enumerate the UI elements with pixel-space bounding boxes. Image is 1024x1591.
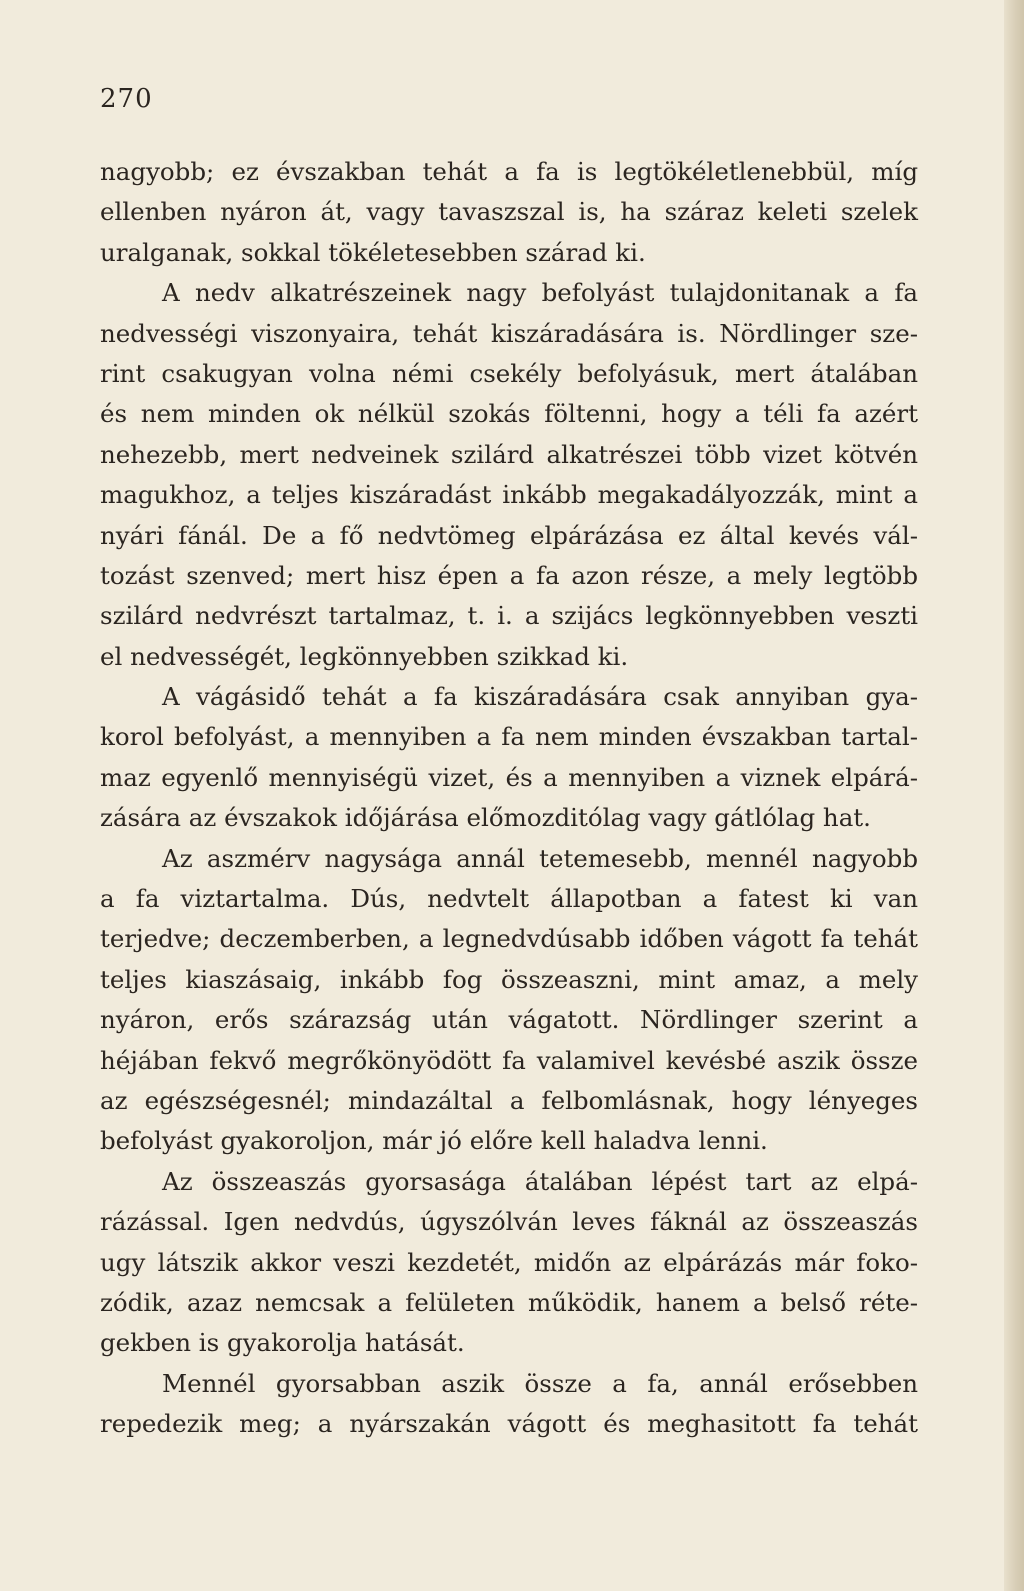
text-line: magukhoz, a teljes kiszáradást inkább megakadályozzák, mint a (100, 480, 918, 510)
text-line: Mennél gyorsabban aszik össze a fa, annál erősebben (162, 1368, 918, 1398)
text-line: repedezik meg; a nyárszakán vágott és meghasitott fa tehát (100, 1409, 918, 1439)
text-line: héjában fekvő megrőkönyödött fa valamivel kevésbé aszik össze (100, 1045, 918, 1075)
text-line: nehezebb, mert nedveinek szilárd alkatrészei több vizet kötvén (100, 439, 918, 469)
body-text (100, 152, 918, 1445)
text-line: uralganak, sokkal tökéletesebben szárad ki. (100, 237, 646, 267)
text-line: szilárd nedvrészt tartalmaz, t. i. a szijács legkönnyebben veszti (100, 601, 918, 631)
text-line: tozást szenved; mert hisz épen a fa azon része, a mely legtöbb (100, 560, 918, 590)
text-line: nyári fánál. De a fő nedvtömeg elpárázása ez által kevés vál- (100, 520, 918, 550)
text-line: maz egyenlő mennyiségü vizet, és a mennyiben a viznek elpárá- (100, 762, 918, 792)
text-line: ellenben nyáron át, vagy tavaszszal is, ha száraz keleti szelek (100, 197, 918, 227)
text-line: rázással. Igen nedvdús, úgyszólván leves fáknál az összeaszás (100, 1207, 918, 1237)
text-line: el nedvességét, legkönnyebben szikkad ki. (100, 641, 629, 671)
text-line: gekben is gyakorolja hatását. (100, 1328, 465, 1358)
text-line: terjedve; deczemberben, a legnedvdúsabb időben vágott fa tehát (100, 924, 918, 954)
text-line: A nedv alkatrészeinek nagy befolyást tulajdonitanak a fa (162, 278, 918, 308)
text-line: nedvességi viszonyaira, tehát kiszáradására is. Nördlinger sze- (100, 318, 918, 348)
text-line: ugy látszik akkor veszi kezdetét, midőn az elpárázás már foko- (100, 1247, 918, 1277)
text-line: nagyobb; ez évszakban tehát a fa is legtökéletlenebbül, míg (100, 157, 918, 186)
text-line: zódik, azaz nemcsak a felületen működik, hanem a belső réte- (100, 1287, 918, 1317)
text-line: rint csakugyan volna némi csekély befolyásuk, mert átalában (100, 358, 918, 388)
page-edge (1004, 0, 1024, 1591)
text-line: nyáron, erős szárazság után vágatott. Nördlinger szerint a (100, 1005, 918, 1035)
text-line: zására az évszakok időjárása előmozditólag vagy gátlólag hat. (100, 803, 871, 833)
text-line: az egészségesnél; mindazáltal a felbomlásnak, hogy lényeges (100, 1085, 918, 1115)
text-line: befolyást gyakoroljon, már jó előre kell haladva lenni. (100, 1126, 768, 1156)
text-line: a fa viztartalma. Dús, nedvtelt állapotban a fatest ki van (100, 884, 918, 914)
text-line: Az aszmérv nagysága annál tetemesebb, mennél nagyobb (162, 843, 918, 873)
text-line: A vágásidő tehát a fa kiszáradására csak annyiban gya- (162, 682, 918, 712)
text-line: Az összeaszás gyorsasága átalában lépést tart az elpá- (162, 1166, 918, 1196)
text-line: teljes kiaszásaig, inkább fog összeaszni, mint amaz, a mely (100, 964, 918, 994)
text-line: és nem minden ok nélkül szokás föltenni, hogy a téli fa azért (100, 399, 918, 429)
page-number: 270 (100, 84, 153, 114)
text-line: korol befolyást, a mennyiben a fa nem minden évszakban tartal- (100, 722, 918, 752)
